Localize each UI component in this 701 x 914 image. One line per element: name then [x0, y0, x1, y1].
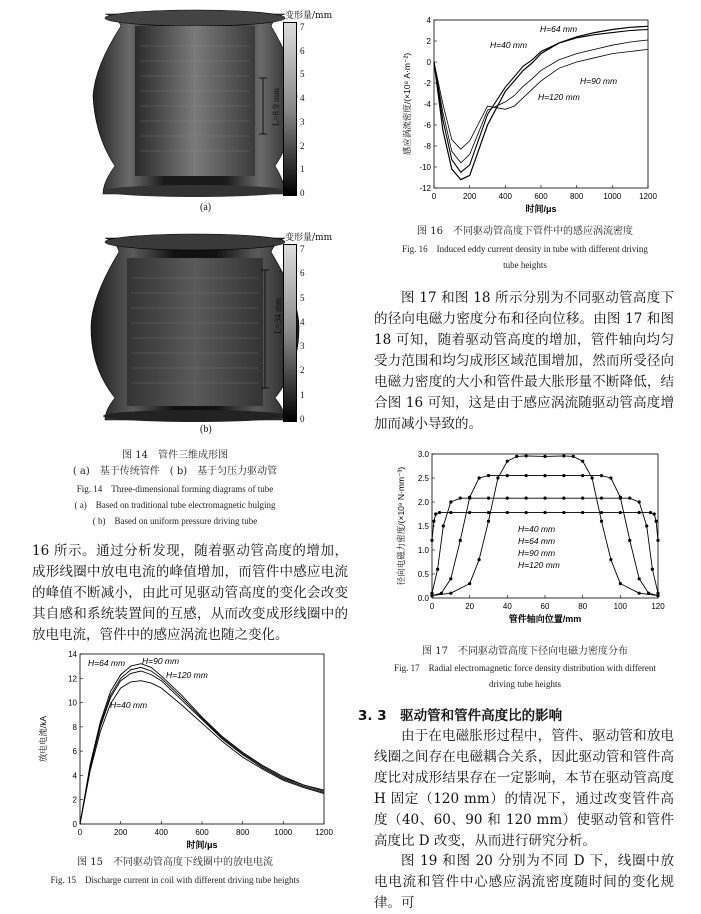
series-line — [434, 26, 648, 179]
data-point — [506, 474, 509, 477]
data-point — [487, 511, 490, 514]
data-point — [506, 497, 509, 500]
series-label: H=64 mm — [518, 536, 556, 546]
data-point — [506, 511, 509, 514]
data-point — [656, 592, 659, 595]
data-point — [562, 474, 565, 477]
x-tick-label: 1000 — [274, 828, 293, 837]
fig15-caption-cn: 图 15 不同驱动管高度下线圈中的放电电流 — [77, 857, 273, 868]
colorbar-title-a: 变形量/mm — [285, 11, 333, 21]
x-tick-label: 1200 — [639, 192, 657, 201]
data-point — [581, 460, 584, 463]
y-tick-label: 0 — [72, 820, 77, 829]
data-point — [468, 511, 471, 514]
series-label: H=90 mm — [580, 76, 618, 86]
x-tick-label: 0 — [429, 602, 435, 611]
data-point — [440, 592, 443, 595]
series-label: H=120 mm — [518, 560, 560, 570]
subfigure-label-b: (b) — [200, 424, 212, 435]
data-point — [653, 512, 656, 515]
x-axis-label: 时间/μs — [525, 204, 557, 214]
series-label: H=40 mm — [490, 40, 528, 50]
x-tick-label: 1200 — [315, 828, 333, 837]
series-label: H=120 mm — [538, 92, 580, 102]
colorbar-a — [283, 22, 297, 196]
data-point — [436, 568, 439, 571]
data-point — [562, 511, 565, 514]
data-point — [655, 520, 658, 523]
data-point — [600, 520, 603, 523]
data-point — [600, 474, 603, 477]
data-point — [638, 511, 641, 514]
data-point — [525, 497, 528, 500]
figure-14a — [85, 6, 345, 216]
fig14-subcaption-cn: ( a) 基于传统管件 ( b) 基于匀压力驱动管 — [72, 466, 278, 477]
y-tick-label: 0.0 — [417, 594, 429, 603]
y-tick-label: -6 — [423, 121, 431, 130]
data-point — [619, 582, 622, 585]
data-point — [525, 454, 528, 457]
x-tick-label: 80 — [578, 602, 588, 611]
y-tick-label: 10 — [68, 698, 77, 708]
data-point — [562, 497, 565, 500]
x-tick-label: 400 — [498, 192, 513, 201]
data-point — [647, 592, 650, 595]
series-label: H=90 mm — [518, 548, 556, 558]
data-point — [638, 577, 641, 580]
data-point — [449, 592, 452, 595]
data-point — [442, 524, 445, 527]
section-paragraph-2: 图 19 和图 20 分别为不同 D 下，线圈中放电电流和管件中心感应涡流密度随时间的变化规律。可 — [374, 853, 674, 911]
fig17-caption-en-1: Fig. 17 Radial electromagnetic force density distribution with different — [394, 663, 656, 673]
y-axis-label: 放电电流/kA — [38, 715, 48, 763]
data-point — [600, 511, 603, 514]
eddy-current-chart — [398, 14, 660, 218]
data-point — [581, 511, 584, 514]
colorbar-ticks-a: 7 6 5 4 3 2 1 0 — [300, 22, 305, 198]
y-tick-label: 2.0 — [417, 498, 429, 507]
section-heading: 3. 3 驱动管和管件高度比的影响 — [358, 708, 563, 724]
x-axis-label: 时间/μs — [186, 840, 218, 850]
data-point — [515, 455, 518, 458]
data-point — [656, 539, 659, 542]
figure-17 — [394, 446, 670, 642]
y-tick-label: 1.0 — [417, 546, 429, 555]
fig16-caption-en-2: tube heights — [503, 260, 547, 270]
data-point — [651, 568, 654, 571]
data-point — [581, 474, 584, 477]
data-point — [581, 497, 584, 500]
y-tick-label: 2.5 — [417, 474, 429, 483]
data-point — [609, 558, 612, 561]
fig16-caption-en-1: Fig. 16 Induced eddy current density in tube with different driving — [402, 244, 648, 254]
data-point — [468, 582, 471, 585]
x-tick-label: 800 — [235, 828, 250, 837]
y-tick-label: -12 — [419, 184, 431, 193]
data-point — [543, 474, 546, 477]
series-label: H=120 mm — [166, 670, 208, 680]
data-point — [638, 500, 641, 503]
data-point — [459, 497, 462, 500]
fig15-caption-en: Fig. 15 Discharge current in coil with different driving tube heights — [50, 875, 300, 885]
fig14-subcaption-en-b: ( b) Based on uniform pressure driving tube — [92, 516, 258, 526]
data-point — [477, 558, 480, 561]
tube-render-a — [85, 6, 345, 216]
dimension-label-b: L=34 mm — [273, 298, 283, 334]
figure-15 — [30, 648, 336, 852]
data-point — [562, 454, 565, 457]
data-point — [572, 455, 575, 458]
y-tick-label: 3.0 — [417, 450, 429, 459]
x-tick-label: 40 — [502, 602, 512, 611]
x-tick-label: 0 — [431, 192, 437, 201]
y-tick-label: 4 — [72, 771, 77, 781]
fig14-caption-en: Fig. 14 Three-dimensional forming diagrams of tube — [76, 484, 274, 494]
y-tick-label: 12 — [68, 674, 77, 684]
data-point — [449, 511, 452, 514]
data-point — [543, 511, 546, 514]
x-tick-label: 400 — [154, 828, 169, 837]
data-point — [619, 497, 622, 500]
colorbar-ticks-b: 7 6 5 4 3 2 1 0 — [300, 244, 305, 424]
x-tick-label: 1000 — [603, 192, 622, 201]
discharge-current-chart — [30, 648, 336, 852]
data-point — [543, 455, 546, 458]
figure-14b — [85, 228, 345, 440]
x-tick-label: 200 — [113, 828, 128, 837]
data-point — [459, 539, 462, 542]
colorbar-title-b: 变形量/mm — [285, 233, 333, 243]
data-point — [496, 476, 499, 479]
left-paragraph: 16 所示。通过分析发现，随着驱动管高度的增加，成形线圈中放电电流的峰值增加，而管件中感应电流的峰值不断减小，由此可见驱动管高度的变化会改变其自感和系统装置间的互感，从而改变成形线圈中的放电电流，管件中的感应涡流也随之变化。 — [32, 543, 348, 643]
data-point — [628, 497, 631, 500]
series-label: H=40 mm — [110, 700, 148, 710]
dimension-label-a: L=8.9 mm — [271, 88, 281, 127]
colorbar-b — [283, 244, 297, 422]
data-point — [487, 520, 490, 523]
y-tick-label: 0 — [426, 58, 431, 67]
series-label: H=40 mm — [518, 524, 556, 534]
fig17-caption-en-2: driving tube heights — [489, 679, 561, 689]
section-paragraph-1: 由于在电磁胀形过程中，管件、驱动管和放电线圈之间存在电磁耦合关系，因此驱动管和管件高度比对成形结果存在一定影响，本节在驱动管高度 H 固定（120 mm）的情况下，通过改变管件高度（40、60、90 和 120 mm）使驱动管和管件高度比 D 改变，从而进行研究分析。 — [374, 728, 674, 849]
y-tick-label: -2 — [423, 79, 431, 88]
data-point — [487, 497, 490, 500]
data-point — [477, 476, 480, 479]
data-point — [649, 511, 652, 514]
figure-16 — [398, 14, 660, 218]
x-tick-label: 600 — [195, 828, 209, 837]
data-point — [619, 511, 622, 514]
data-point — [645, 524, 648, 527]
data-point — [609, 476, 612, 479]
data-point — [638, 592, 641, 595]
data-point — [434, 512, 437, 515]
x-tick-label: 20 — [465, 602, 475, 611]
data-point — [600, 497, 603, 500]
series-label: H=64 mm — [88, 658, 126, 668]
y-axis-label: 径向电磁力密度/(×10⁹ N·mm⁻³) — [396, 466, 406, 586]
fig14-subcaption-en-a: ( a) Based on traditional tube electromagnetic bulging — [74, 500, 276, 510]
data-point — [506, 460, 509, 463]
x-tick-label: 100 — [613, 602, 628, 611]
y-tick-label: -4 — [423, 100, 431, 109]
data-point — [430, 592, 433, 595]
fig14-caption-cn: 图 14 管件三维成形图 — [122, 450, 228, 461]
data-point — [590, 476, 593, 479]
data-point — [543, 497, 546, 500]
x-tick-label: 0 — [77, 828, 83, 837]
data-point — [487, 474, 490, 477]
fig16-caption-cn: 图 16 不同驱动管高度下管件中的感应涡流密度 — [417, 226, 633, 237]
data-point — [438, 511, 441, 514]
fig17-caption-cn: 图 17 不同驱动管高度下径向电磁力密度分布 — [422, 646, 628, 657]
force-density-chart — [394, 446, 670, 642]
data-point — [432, 520, 435, 523]
data-point — [449, 577, 452, 580]
x-tick-label: 600 — [534, 192, 548, 201]
x-tick-label: 800 — [569, 192, 584, 201]
data-point — [449, 500, 452, 503]
series-label: H=64 mm — [540, 24, 578, 34]
y-tick-label: 2 — [72, 795, 77, 805]
series-line — [80, 667, 324, 824]
data-point — [468, 497, 471, 500]
y-tick-label: 1.5 — [417, 522, 429, 531]
x-tick-label: 200 — [462, 192, 477, 201]
y-tick-label: 2 — [426, 37, 431, 46]
y-tick-label: 14 — [68, 650, 77, 659]
y-tick-label: -8 — [423, 142, 431, 151]
y-tick-label: 8 — [72, 722, 77, 732]
data-point — [525, 511, 528, 514]
y-axis-label: 感应涡流密度/(×10⁸ A·m⁻²) — [402, 52, 412, 156]
y-tick-label: -10 — [419, 163, 431, 172]
x-tick-label: 120 — [651, 602, 665, 611]
x-axis-label: 管件轴向位置/mm — [508, 614, 582, 624]
subfigure-label-a: (a) — [200, 202, 212, 213]
plot-frame — [434, 20, 648, 188]
y-tick-label: 6 — [72, 747, 77, 757]
data-point — [628, 539, 631, 542]
series-label: H=90 mm — [142, 656, 180, 666]
x-tick-label: 60 — [540, 602, 550, 611]
right-paragraph: 图 17 和图 18 所示分别为不同驱动管高度下的径向电磁力密度分布和径向位移。由图 17 和图 18 可知，随着驱动管高度的增加，管件轴向均匀受力范围和均匀成形区域范围增加，然而所受径向电磁力密度的大小和管件最大胀形量不断降低，结合图 16 可知，这是由于感应涡流随驱动管高度增加而减小导致的。 — [374, 290, 674, 432]
data-point — [430, 539, 433, 542]
y-tick-label: 0.5 — [417, 570, 429, 579]
data-point — [525, 474, 528, 477]
y-tick-label: 4 — [426, 16, 431, 25]
tube-render-b — [85, 228, 345, 440]
